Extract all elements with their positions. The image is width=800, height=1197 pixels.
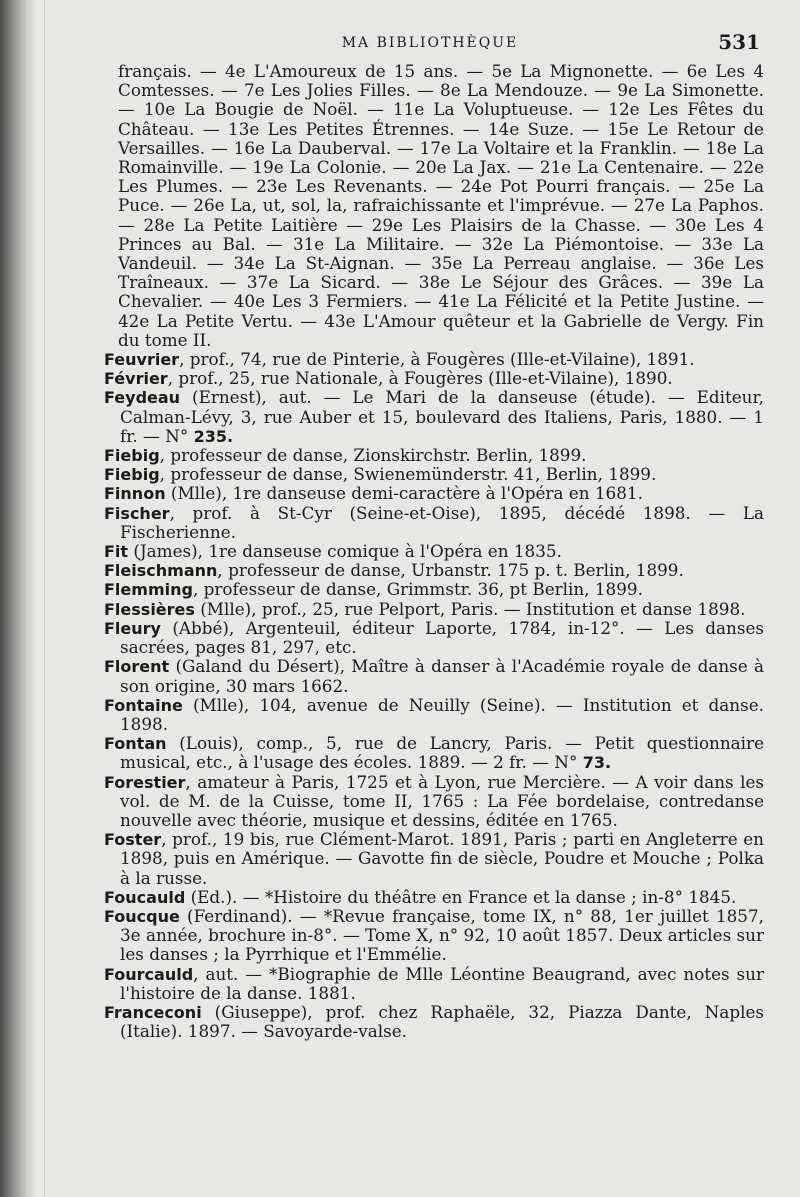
entry-text: français. — 4e L'Amoureux de 15 ans. — 5e La Mignonette. — 6e Les 4 Comtesses. — 7e Les Jolies Filles. — 8e La Mendouze. — 9e La Simonette. — 10e La Bougie de Noël. — 11e La Voluptueuse. — 12e Les Fêtes du Château. — 13e Les Petites Étrennes. — 14e Suze. — 15e Le Retour de Versailles. — 16e La Dauberval. — 17e La Voltaire et la Franklin. — 18e La Romainville. — 19e La Colonie. — 20e La Jax. — 21e La Centenaire. — 22e Les Plumes. — 23e Les Revenants. — 24e Pot Pourri français. — 25e La Puce. — 26e La, ut, sol, la, rafraichissante et l'imprévue. — 27e La Paphos. — 28e La Petite Laitière — 29e Les Plaisirs de la Chasse. — 30e Les 4 Princes au Bal. — 31e La Militaire. — 32e La Piémontoise. — 33e La Vandeuil. — 34e La St-Aignan. — 35e La Perreau anglaise. — 36e Les Traîneaux. — 37e La Sicard. — 38e Le Séjour des Grâces. — 39e La Chevalier. — 40e Les 3 Fermiers. — 41e La Félicité et la Petite Justine. — 42e La Petite Vertu. — 43e L'Amour quêteur et la Gabrielle de Vergy. Fin du tome II.	[118, 61, 764, 350]
entry-name: Fit	[104, 542, 129, 562]
entry-name: Forestier	[104, 772, 186, 792]
entry-text: (Ernest), aut. — Le Mari de la danseuse (étude). — Editeur, Calman-Lévy, 3, rue Auber et 15, boulevard des Italiens, Paris, 1880. — 1 fr. — N°	[120, 387, 764, 446]
entry-name: Fleury	[104, 618, 161, 638]
dictionary-entry	[104, 504, 764, 542]
entry-text: (James), 1re danseuse comique à l'Opéra en 1835.	[128, 541, 562, 562]
entry-text: , professeur de danse, Zionskirchstr. Berlin, 1899.	[159, 445, 587, 466]
entry-text: (Mlle), prof., 25, rue Pelport, Paris. — Institution et danse 1898.	[194, 598, 746, 619]
entry-text: (Louis), comp., 5, rue de Lancry, Paris. — Petit questionnaire musical, etc., à l'usage des écoles. 1889. — 2 fr. — N°	[120, 733, 764, 773]
entry-text: (Mlle), 1re danseuse demi-caractère à l'Opéra en 1681.	[165, 483, 643, 504]
dictionary-entry	[104, 696, 764, 734]
entry-name: Feuvrier	[104, 350, 180, 370]
entry-name: Foster	[104, 830, 162, 850]
page-fold-shadow	[0, 0, 36, 1197]
dictionary-entry	[104, 600, 764, 619]
entry-name: Flemming	[104, 580, 193, 600]
catalog-number: 73.	[582, 753, 612, 773]
dictionary-entry	[104, 369, 764, 388]
page-header	[100, 30, 760, 56]
dictionary-entry	[104, 465, 764, 484]
dictionary-entries	[104, 62, 764, 1041]
entry-text: , aut. — *Biographie de Mlle Léontine Beaugrand, avec notes sur l'histoire de la danse. 1881.	[120, 963, 764, 1003]
entry-name: Fiebig	[104, 446, 160, 466]
dictionary-entry	[104, 830, 764, 888]
entry-text: (Ferdinand). — *Revue française, tome IX, n° 88, 1er juillet 1857, 3e année, brochure in-8°. — Tome X, n° 92, 10 août 1857. Deux articles sur les danses ; la Pyrrhique et l'Emmélie.	[120, 905, 764, 965]
entry-text: , professeur de danse, Urbanstr. 175 p. t. Berlin, 1899.	[217, 560, 684, 581]
entry-name: Flessières	[104, 599, 195, 619]
entry-name: Finnon	[104, 484, 166, 504]
dictionary-entry	[104, 484, 764, 503]
entry-text: , professeur de danse, Swienemünderstr. 41, Berlin, 1899.	[159, 464, 657, 485]
dictionary-entry	[104, 62, 764, 350]
entry-name: Foucque	[104, 906, 180, 926]
entry-text: , professeur de danse, Grimmstr. 36, pt Berlin, 1899.	[192, 579, 643, 600]
dictionary-entry	[104, 350, 764, 369]
entry-name: Fleischmann	[104, 561, 218, 581]
dictionary-entry	[104, 773, 764, 831]
entry-name: Fourcauld	[104, 964, 194, 984]
dictionary-entry	[104, 446, 764, 465]
entry-name: Février	[104, 369, 168, 389]
entry-text: (Galand du Désert), Maître à danser à l'Académie royale de danse à son origine, 30 mars 1662.	[120, 656, 764, 696]
running-title: MA BIBLIOTHÈQUE	[341, 35, 519, 51]
dictionary-entry	[104, 388, 764, 446]
entry-name: Franceconi	[104, 1002, 202, 1022]
entry-name: Feydeau	[104, 388, 181, 408]
dictionary-entry	[104, 1003, 764, 1041]
dictionary-entry	[104, 888, 764, 907]
entry-name: Florent	[104, 657, 170, 677]
entry-name: Fontan	[104, 734, 167, 754]
dictionary-entry	[104, 965, 764, 1003]
dictionary-entry	[104, 657, 764, 695]
entry-text: , prof. à St-Cyr (Seine-et-Oise), 1895, décédé 1898. — La Fischerienne.	[120, 502, 764, 542]
entry-name: Fiebig	[104, 465, 160, 485]
dictionary-entry	[104, 580, 764, 599]
entry-text: , prof., 19 bis, rue Clément-Marot. 1891, Paris ; parti en Angleterre en 1898, puis en Amérique. — Gavotte fin de siècle, Poudre et Mouche ; Polka à la russe.	[120, 829, 764, 888]
dictionary-entry	[104, 561, 764, 580]
entry-text: , amateur à Paris, 1725 et à Lyon, rue Mercière. — A voir dans les vol. de M. de la Cuisse, tome II, 1765 : La Fée bordelaise, contredanse nouvelle avec théorie, musique et dessins, éditée en 1765.	[120, 771, 764, 830]
entry-name: Fontaine	[104, 695, 183, 715]
entry-text: (Abbé), Argenteuil, éditeur Laporte, 1784, in-12°. — Les danses sacrées, pages 81, 297, etc.	[120, 617, 764, 658]
entry-text: (Mlle), 104, avenue de Neuilly (Seine). — Institution et danse. 1898.	[120, 694, 764, 734]
entry-name: Foucauld	[104, 887, 186, 907]
dictionary-entry	[104, 907, 764, 965]
dictionary-entry	[104, 734, 764, 772]
catalog-number: 235.	[193, 426, 234, 446]
page-number: 531	[718, 30, 760, 54]
entry-text: , prof., 74, rue de Pinterie, à Fougères (Ille-et-Vilaine), 1891.	[179, 349, 695, 370]
dictionary-entry	[104, 542, 764, 561]
page-fold-line	[44, 0, 45, 1197]
entry-text: , prof., 25, rue Nationale, à Fougères (Ille-et-Vilaine), 1890.	[167, 368, 673, 389]
entry-text: (Giuseppe), prof. chez Raphaële, 32, Piazza Dante, Naples (Italie). 1897. — Savoyarde-valse.	[120, 1001, 764, 1042]
dictionary-entry	[104, 619, 764, 657]
entry-text: (Ed.). — *Histoire du théâtre en France et la danse ; in-8° 1845.	[185, 886, 737, 907]
entry-name: Fischer	[104, 503, 170, 523]
